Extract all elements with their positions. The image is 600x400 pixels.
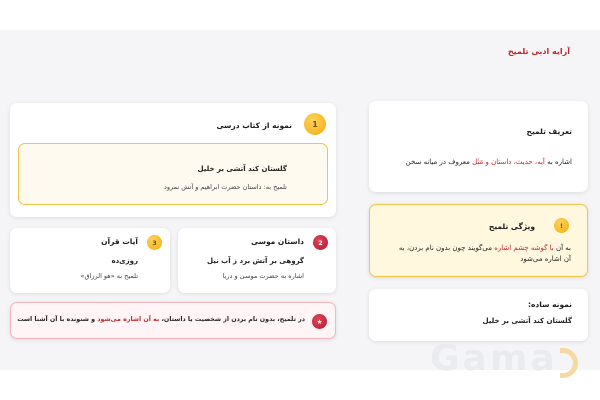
slide-title: آرایه ادبی تلمیح	[507, 47, 570, 56]
book-example-allusion: تلمیح به: داستان حضرت ابراهیم و آتش نمرود	[164, 183, 287, 191]
number-badge-3: 3	[147, 235, 162, 250]
feature-text-part: به آن	[553, 244, 571, 252]
feature-heading: ویژگی تلمیح	[488, 222, 535, 231]
quran-heading: آیات قرآن	[101, 237, 138, 246]
quran-line: روزی‌ده	[111, 257, 138, 265]
number-badge-1: 1	[304, 113, 326, 135]
note-highlight: به آن اشاره می‌شود	[97, 316, 160, 323]
quran-card	[10, 228, 170, 293]
note-text-part: در تلمیح، بدون نام بردن از شخصیت یا داستان،	[159, 316, 305, 323]
definition-highlight: آیه، حدیث، داستان و مَثَل	[472, 158, 545, 166]
note-text	[15, 315, 305, 325]
note-text-part: و شنونده با آن آشنا است	[17, 316, 98, 323]
book-example-card	[10, 103, 336, 217]
gama-logo: Gama	[430, 338, 558, 379]
simple-example-text: گلستان کند آتشی بر خلیل	[482, 317, 572, 325]
star-icon: ★	[312, 314, 327, 329]
book-example-line: گلستان کند آتشی بر خلیل	[197, 165, 287, 173]
moses-heading: داستان موسی	[251, 237, 304, 246]
feature-text-part: می‌گویند چون بدون نام بردن، به	[398, 244, 495, 252]
feature-card	[369, 204, 588, 277]
definition-text-part: اشاره به	[544, 158, 572, 166]
definition-text	[377, 157, 572, 168]
simple-example-heading: نمونه ساده:	[528, 300, 572, 309]
feature-text	[371, 243, 571, 265]
exclamation-icon: !	[554, 218, 569, 233]
number-badge-2: 2	[313, 235, 328, 250]
simple-example-card	[369, 289, 588, 341]
feature-highlight: با گوشه چشم اشاره	[494, 244, 554, 252]
definition-heading: تعریف تلمیح	[526, 127, 572, 136]
feature-text-part: آن اشاره می‌شود	[520, 254, 571, 263]
book-example-quote-box	[18, 143, 328, 205]
moses-allusion: اشاره به حضرت موسی و دریا	[222, 272, 304, 280]
note-card	[10, 302, 336, 339]
book-example-heading: نمونه از کتاب درسی	[216, 121, 292, 130]
moses-card	[178, 228, 336, 293]
definition-card	[369, 101, 588, 192]
definition-text-part: معروف در میانه سخن	[405, 158, 473, 166]
quran-allusion: تلمیح به «هو الرزاق»	[80, 272, 138, 280]
moses-line: گروهی بر آتش برد ز آب نیل	[206, 257, 304, 265]
